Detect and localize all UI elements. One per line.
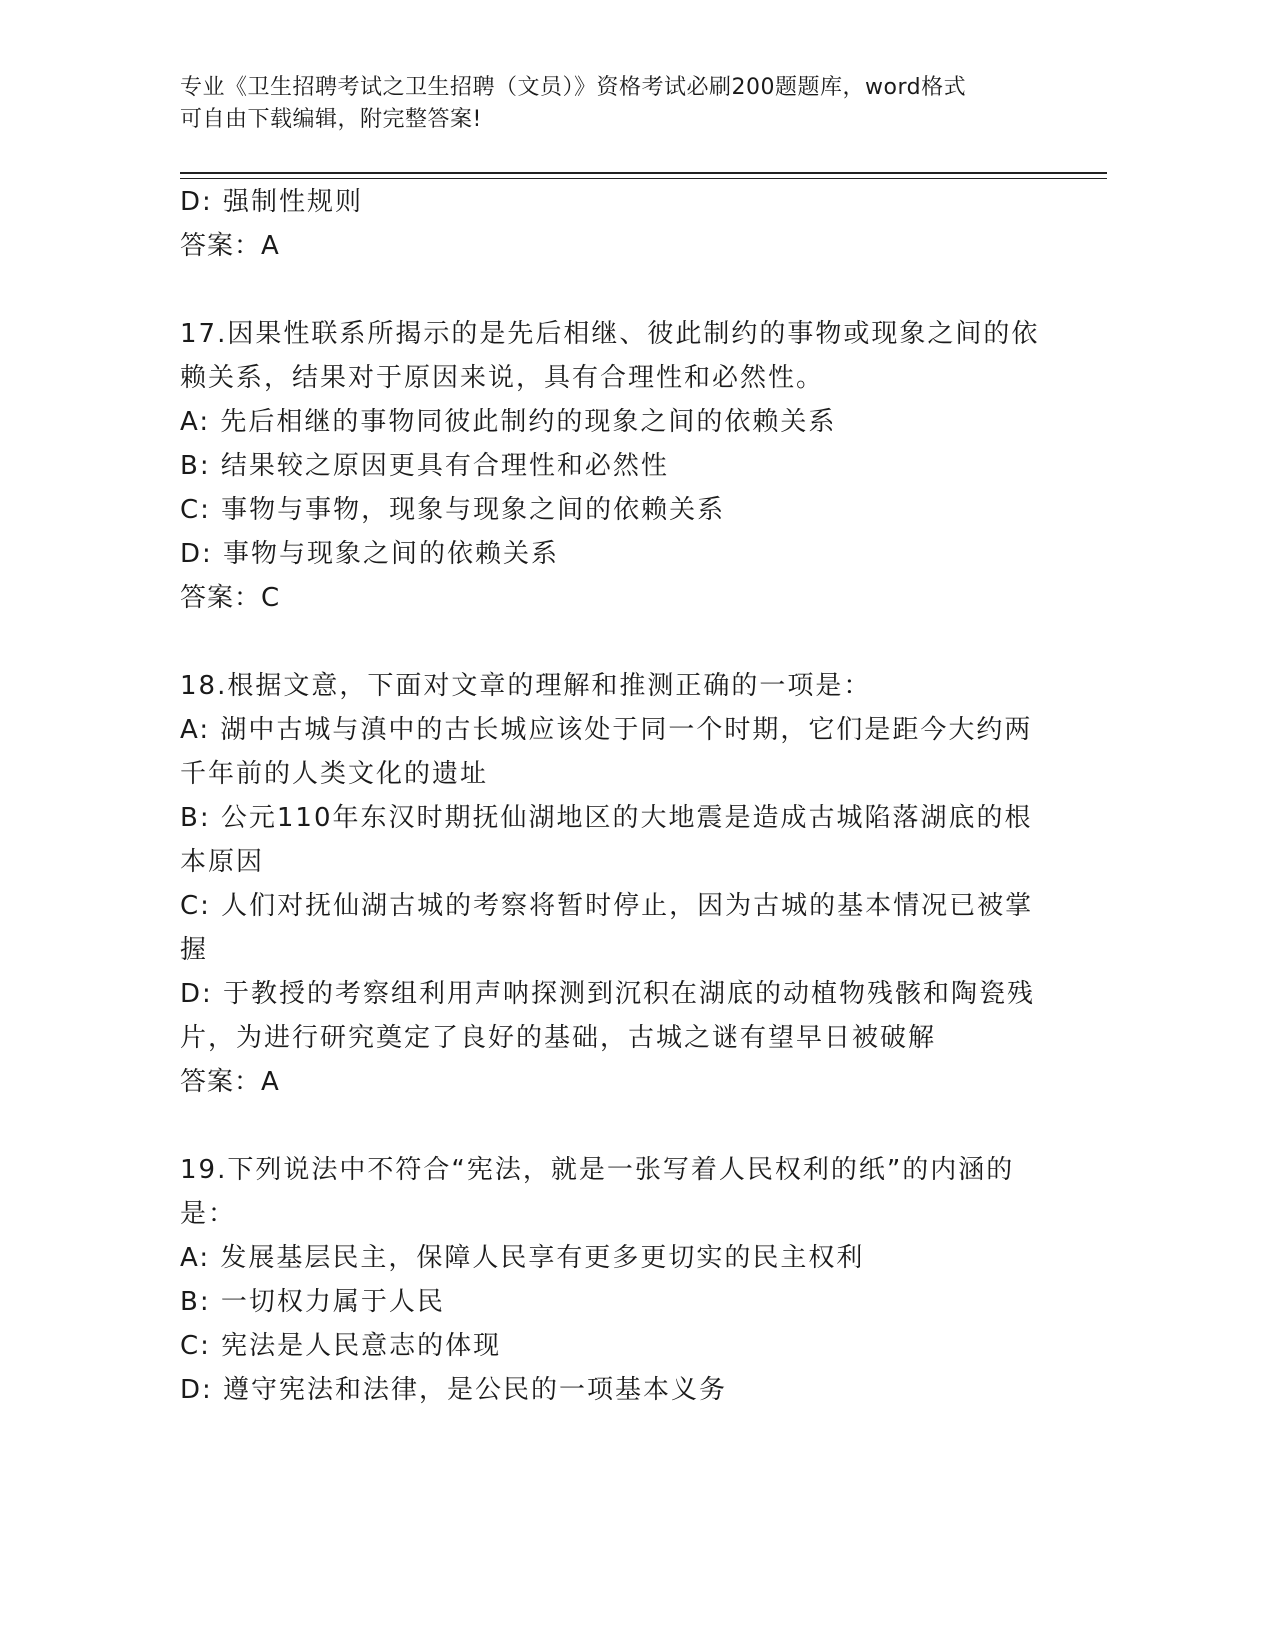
option-c: C: 人们对抚仙湖古城的考察将暂时停止，因为古城的基本情况已被掌 <box>180 891 1034 921</box>
option-a-continued: 千年前的人类文化的遗址 <box>180 759 489 789</box>
option-c: C: 宪法是人民意志的体现 <box>180 1331 502 1361</box>
question-stem-continued: 是： <box>180 1199 237 1229</box>
previous-question-tail <box>180 180 1050 268</box>
option-b: B: 结果较之原因更具有合理性和必然性 <box>180 451 669 481</box>
question-stem-continued: 赖关系，结果对于原因来说，具有合理性和必然性。 <box>180 363 825 393</box>
option-b-continued: 本原因 <box>180 847 265 877</box>
answer: 答案：A <box>180 231 280 261</box>
option-b: B: 公元110年东汉时期抚仙湖地区的大地震是造成古城陷落湖底的根 <box>180 803 1033 833</box>
header-line-2: 可自由下载编辑，附完整答案! <box>180 107 482 132</box>
question-19 <box>180 1148 1050 1412</box>
option-d-continued: 片，为进行研究奠定了良好的基础，古城之谜有望早日被破解 <box>180 1023 937 1053</box>
option-d: D: 遵守宪法和法律，是公民的一项基本义务 <box>180 1375 728 1405</box>
header-divider-thin <box>180 178 1107 179</box>
question-18 <box>180 664 1050 1104</box>
spacer <box>180 1104 1050 1148</box>
page-header <box>180 72 1060 136</box>
question-stem: 18.根据文意，下面对文章的理解和推测正确的一项是： <box>180 671 872 701</box>
option-a: A: 先后相继的事物同彼此制约的现象之间的依赖关系 <box>180 407 837 437</box>
option-d: D: 事物与现象之间的依赖关系 <box>180 539 560 569</box>
answer: 答案：A <box>180 1067 280 1097</box>
spacer <box>180 620 1050 664</box>
question-stem: 17.因果性联系所揭示的是先后相继、彼此制约的事物或现象之间的依 <box>180 319 1040 349</box>
spacer <box>180 268 1050 312</box>
option-a: A: 湖中古城与滇中的古长城应该处于同一个时期，它们是距今大约两 <box>180 715 1033 745</box>
option-c: C: 事物与事物，现象与现象之间的依赖关系 <box>180 495 726 525</box>
question-stem: 19.下列说法中不符合“宪法，就是一张写着人民权利的纸”的内涵的 <box>180 1155 1015 1185</box>
option-c-continued: 握 <box>180 935 209 965</box>
option-a: A: 发展基层民主，保障人民享有更多更切实的民主权利 <box>180 1243 865 1273</box>
header-line-1: 专业《卫生招聘考试之卫生招聘（文员）》资格考试必刷200题题库，word格式 <box>180 75 967 100</box>
question-17 <box>180 312 1050 620</box>
header-divider-thick <box>180 172 1107 174</box>
answer: 答案：C <box>180 583 281 613</box>
option-d: D: 强制性规则 <box>180 187 364 217</box>
document-body <box>180 180 1050 1412</box>
option-d: D: 于教授的考察组利用声呐探测到沉积在湖底的动植物残骸和陶瓷残 <box>180 979 1036 1009</box>
option-b: B: 一切权力属于人民 <box>180 1287 445 1317</box>
